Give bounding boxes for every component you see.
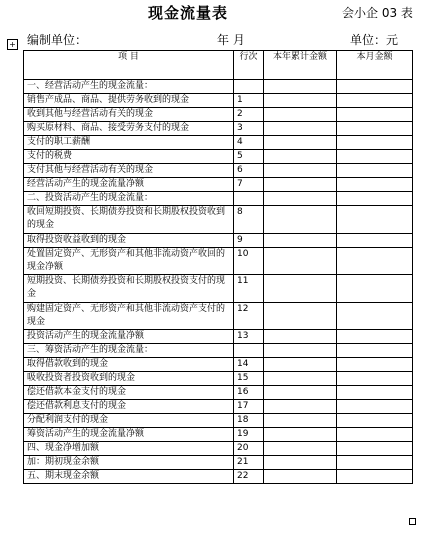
table-row — [24, 178, 413, 192]
ytd-amount-cell[interactable] — [264, 108, 337, 122]
row-item: 取得投资收益收到的现金 — [24, 233, 234, 247]
table-row — [24, 122, 413, 136]
table-header-row — [24, 51, 413, 80]
row-number: 17 — [234, 400, 264, 414]
month-amount-cell[interactable] — [337, 206, 413, 234]
period-label: 年 月 — [217, 33, 245, 47]
row-item: 四、现金净增加额 — [24, 442, 234, 456]
currency-unit-label: 单位：元 — [350, 33, 399, 47]
row-number: 9 — [234, 233, 264, 247]
ytd-amount-cell[interactable] — [264, 80, 337, 94]
row-item: 偿还借款本金支付的现金 — [24, 386, 234, 400]
row-item: 购建固定资产、无形资产和其他非流动资产支付的现金 — [24, 302, 234, 330]
month-amount-cell[interactable] — [337, 247, 413, 275]
row-number: 5 — [234, 150, 264, 164]
table-row — [24, 206, 413, 234]
header-row-number: 行次 — [234, 51, 264, 80]
ytd-amount-cell[interactable] — [264, 358, 337, 372]
table-row — [24, 136, 413, 150]
ytd-amount-cell[interactable] — [264, 456, 337, 470]
ytd-amount-cell[interactable] — [264, 178, 337, 192]
ytd-amount-cell[interactable] — [264, 192, 337, 206]
table-row — [24, 442, 413, 456]
ytd-amount-cell[interactable] — [264, 344, 337, 358]
row-item: 偿还借款利息支付的现金 — [24, 400, 234, 414]
month-amount-cell[interactable] — [337, 400, 413, 414]
table-row — [24, 302, 413, 330]
ytd-amount-cell[interactable] — [264, 400, 337, 414]
row-item: 分配利润支付的现金 — [24, 414, 234, 428]
table-row — [24, 94, 413, 108]
table-row — [24, 164, 413, 178]
row-item: 二、投资活动产生的现金流量： — [24, 192, 234, 206]
month-amount-cell[interactable] — [337, 192, 413, 206]
month-amount-cell[interactable] — [337, 344, 413, 358]
table-row — [24, 400, 413, 414]
month-amount-cell[interactable] — [337, 330, 413, 344]
row-number: 22 — [234, 470, 264, 484]
row-item: 支付的税费 — [24, 150, 234, 164]
month-amount-cell[interactable] — [337, 428, 413, 442]
ytd-amount-cell[interactable] — [264, 122, 337, 136]
row-number: 16 — [234, 386, 264, 400]
table-row — [24, 192, 413, 206]
table-row — [24, 428, 413, 442]
ytd-amount-cell[interactable] — [264, 150, 337, 164]
ytd-amount-cell[interactable] — [264, 386, 337, 400]
ytd-amount-cell[interactable] — [264, 428, 337, 442]
form-code: 会小企 03 表 — [342, 6, 413, 20]
table-move-handle-icon[interactable]: + — [7, 39, 18, 50]
table-row — [24, 330, 413, 344]
row-item: 投资活动产生的现金流量净额 — [24, 330, 234, 344]
month-amount-cell[interactable] — [337, 275, 413, 303]
row-number: 15 — [234, 372, 264, 386]
month-amount-cell[interactable] — [337, 108, 413, 122]
ytd-amount-cell[interactable] — [264, 414, 337, 428]
table-row — [24, 372, 413, 386]
row-number: 6 — [234, 164, 264, 178]
row-item: 收回短期投资、长期债券投资和长期股权投资收到的现金 — [24, 206, 234, 234]
row-number: 10 — [234, 247, 264, 275]
row-item: 三、筹资活动产生的现金流量： — [24, 344, 234, 358]
row-item: 销售产成品、商品、提供劳务收到的现金 — [24, 94, 234, 108]
table-row — [24, 386, 413, 400]
month-amount-cell[interactable] — [337, 414, 413, 428]
month-amount-cell[interactable] — [337, 302, 413, 330]
table-row — [24, 470, 413, 484]
ytd-amount-cell[interactable] — [264, 470, 337, 484]
month-amount-cell[interactable] — [337, 442, 413, 456]
table-row — [24, 358, 413, 372]
table-row — [24, 275, 413, 303]
row-item: 取得借款收到的现金 — [24, 358, 234, 372]
row-number — [234, 344, 264, 358]
row-item: 五、期末现金余额 — [24, 470, 234, 484]
ytd-amount-cell[interactable] — [264, 247, 337, 275]
header-ytd-amount: 本年累计金额 — [264, 51, 337, 80]
table-row — [24, 247, 413, 275]
row-number: 11 — [234, 275, 264, 303]
row-item: 购买原材料、商品、接受劳务支付的现金 — [24, 122, 234, 136]
ytd-amount-cell[interactable] — [264, 233, 337, 247]
month-amount-cell[interactable] — [337, 122, 413, 136]
table-row — [24, 344, 413, 358]
row-number: 19 — [234, 428, 264, 442]
month-amount-cell[interactable] — [337, 470, 413, 484]
preparer-unit-label: 编制单位： — [27, 33, 88, 47]
table-row — [24, 108, 413, 122]
row-number: 1 — [234, 94, 264, 108]
table-row — [24, 414, 413, 428]
row-item: 经营活动产生的现金流量净额 — [24, 178, 234, 192]
ytd-amount-cell[interactable] — [264, 372, 337, 386]
ytd-amount-cell[interactable] — [264, 206, 337, 234]
cash-flow-table — [23, 50, 413, 484]
month-amount-cell[interactable] — [337, 233, 413, 247]
month-amount-cell[interactable] — [337, 386, 413, 400]
table-row — [24, 456, 413, 470]
row-item: 吸收投资者投资收到的现金 — [24, 372, 234, 386]
row-number: 13 — [234, 330, 264, 344]
ytd-amount-cell[interactable] — [264, 136, 337, 150]
row-number: 2 — [234, 108, 264, 122]
ytd-amount-cell[interactable] — [264, 94, 337, 108]
row-item: 支付的职工薪酬 — [24, 136, 234, 150]
row-item: 短期投资、长期债券投资和长期股权投资支付的现金 — [24, 275, 234, 303]
ytd-amount-cell[interactable] — [264, 302, 337, 330]
month-amount-cell[interactable] — [337, 150, 413, 164]
row-item: 筹资活动产生的现金流量净额 — [24, 428, 234, 442]
row-item: 加：期初现金余额 — [24, 456, 234, 470]
row-number: 8 — [234, 206, 264, 234]
month-amount-cell[interactable] — [337, 80, 413, 94]
header-item: 项 目 — [24, 51, 234, 80]
month-amount-cell[interactable] — [337, 358, 413, 372]
table-row — [24, 150, 413, 164]
month-amount-cell[interactable] — [337, 456, 413, 470]
row-number: 14 — [234, 358, 264, 372]
month-amount-cell[interactable] — [337, 94, 413, 108]
ytd-amount-cell[interactable] — [264, 330, 337, 344]
month-amount-cell[interactable] — [337, 178, 413, 192]
row-item: 支付其他与经营活动有关的现金 — [24, 164, 234, 178]
row-number: 7 — [234, 178, 264, 192]
ytd-amount-cell[interactable] — [264, 164, 337, 178]
row-number — [234, 192, 264, 206]
header-month-amount: 本月金额 — [337, 51, 413, 80]
ytd-amount-cell[interactable] — [264, 442, 337, 456]
month-amount-cell[interactable] — [337, 372, 413, 386]
row-number: 3 — [234, 122, 264, 136]
row-number — [234, 80, 264, 94]
month-amount-cell[interactable] — [337, 164, 413, 178]
row-item: 处置固定资产、无形资产和其他非流动资产收回的现金净额 — [24, 247, 234, 275]
row-number: 18 — [234, 414, 264, 428]
ytd-amount-cell[interactable] — [264, 275, 337, 303]
document-title: 现金流量表 — [148, 4, 229, 22]
row-number: 4 — [234, 136, 264, 150]
row-number: 21 — [234, 456, 264, 470]
row-item: 一、经营活动产生的现金流量： — [24, 80, 234, 94]
table-row — [24, 80, 413, 94]
table-resize-handle[interactable] — [409, 518, 416, 525]
table-row — [24, 233, 413, 247]
row-item: 收到其他与经营活动有关的现金 — [24, 108, 234, 122]
row-number: 20 — [234, 442, 264, 456]
row-number: 12 — [234, 302, 264, 330]
month-amount-cell[interactable] — [337, 136, 413, 150]
